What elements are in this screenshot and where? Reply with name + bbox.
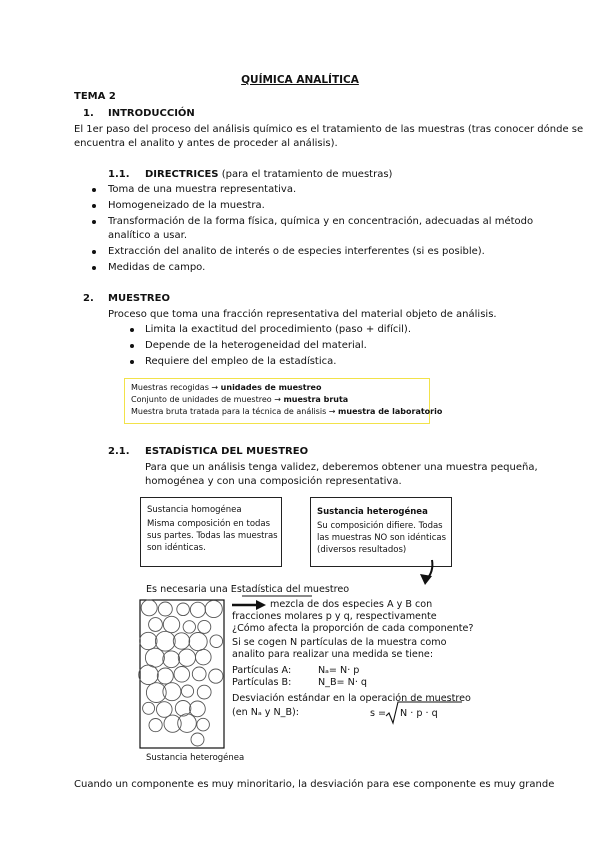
particle-circle xyxy=(190,701,206,717)
definition-text: Muestras recogidas → xyxy=(131,383,221,392)
hand-line: mezcla de dos especies A y B con xyxy=(270,599,433,610)
section-1-title: INTRODUCCIÓN xyxy=(108,108,195,119)
section-2-title: MUESTREO xyxy=(108,293,170,304)
tema-label: TEMA 2 xyxy=(74,91,116,102)
formula-radicand: N · p · q xyxy=(400,708,438,719)
hand-header: Es necesaria una Estadística del muestreo xyxy=(146,584,350,595)
particle-circle xyxy=(178,649,195,666)
particle-circle xyxy=(140,632,157,649)
hand-line: analito para realizar una medida se tiene: xyxy=(232,649,434,660)
particle-circle xyxy=(163,651,180,668)
homogeneous-title: Sustancia homogénea xyxy=(147,505,242,515)
particle-circle xyxy=(155,631,175,651)
stat-intro-line-2: homogénea y con una composición representativa. xyxy=(145,476,402,487)
particle-circle xyxy=(149,719,162,732)
intro-line-2: encuentra el analito y antes de proceder al análisis). xyxy=(74,138,338,149)
intro-line-1: El 1er paso del proceso del análisis químico es el tratamiento de las muestras (tras conocer dónde se xyxy=(74,124,584,135)
particle-circle xyxy=(181,685,193,697)
hand-line: fracciones molares p y q, respectivamente xyxy=(232,611,437,622)
section-1-1-number: 1.1. xyxy=(108,169,130,180)
section-2-1-number: 2.1. xyxy=(108,446,130,457)
particle-circle xyxy=(197,685,211,699)
particle-circle xyxy=(190,602,205,617)
definition-term: muestra de laboratorio xyxy=(338,407,443,416)
homogeneous-line: sus partes. Todas las muestras xyxy=(147,531,278,541)
particles-a-label: Partículas A: xyxy=(232,665,292,676)
formula-s: s = xyxy=(370,708,387,719)
particle-circle xyxy=(139,665,159,685)
deviation-line: Desviación estándar en la operación de muestreo xyxy=(232,693,471,704)
particle-circle xyxy=(189,633,207,651)
heterogeneous-title: Sustancia heterogénea xyxy=(317,507,428,517)
particle-circle xyxy=(210,635,223,648)
definition-text: Muestra bruta tratada para la técnica de análisis → xyxy=(131,407,339,416)
definition-term: muestra bruta xyxy=(283,395,349,404)
particle-circle xyxy=(174,667,190,683)
muestreo-item: Requiere del empleo de la estadística. xyxy=(145,356,337,367)
heterogeneous-line: las muestras NO son idénticas xyxy=(317,533,447,543)
directriz-item: Toma de una muestra representativa. xyxy=(108,184,297,195)
particle-circle xyxy=(173,633,189,649)
heterogeneous-line: (diversos resultados) xyxy=(317,545,407,555)
particle-circle xyxy=(158,602,172,616)
particle-circle xyxy=(157,702,173,718)
figure-caption: Sustancia heterogénea xyxy=(146,753,245,763)
heterogeneous-line: Su composición difiere. Todas xyxy=(317,521,443,531)
particle-circle xyxy=(163,616,179,632)
particle-circle xyxy=(183,621,195,633)
particle-circle xyxy=(149,618,163,632)
stat-intro-line-1: Para que un análisis tenga validez, deberemos obtener una muestra pequeña, xyxy=(145,462,538,473)
directriz-item: Extracción del analito de interés o de especies interferentes (si es posible). xyxy=(108,246,485,257)
particle-circle xyxy=(164,715,181,732)
document-title: QUÍMICA ANALÍTICA xyxy=(241,74,359,86)
muestreo-item: Depende de la heterogeneidad del material. xyxy=(145,340,367,351)
particle-box xyxy=(140,600,224,748)
particle-circle xyxy=(141,600,157,616)
particle-circle xyxy=(209,669,223,683)
homogeneous-line: Misma composición en todas xyxy=(147,519,271,529)
muestreo-intro: Proceso que toma una fracción representativa del material objeto de análisis. xyxy=(108,309,497,320)
directriz-item: Transformación de la forma física, química y en concentración, adecuadas al método xyxy=(108,216,534,227)
particle-circle xyxy=(177,603,190,616)
particle-circle xyxy=(192,667,206,681)
homogeneous-line: son idénticas. xyxy=(147,543,206,553)
section-1-1-subtitle: (para el tratamiento de muestras) xyxy=(218,169,393,180)
particle-circle xyxy=(197,718,210,731)
particle-circle xyxy=(163,683,181,701)
particle-circle xyxy=(143,702,155,714)
definition-text: Conjunto de unidades de muestreo → xyxy=(131,395,284,404)
section-2-number: 2. xyxy=(83,293,94,304)
definition-term: unidades de muestreo xyxy=(220,383,322,392)
section-1-number: 1. xyxy=(83,108,94,119)
directriz-item: Homogeneizado de la muestra. xyxy=(108,200,265,211)
section-1-1-title: DIRECTRICES xyxy=(145,169,219,180)
hand-line: ¿Cómo afecta la proporción de cada componente? xyxy=(232,623,474,634)
particle-circle xyxy=(196,649,212,665)
particles-b-label: Partículas B: xyxy=(232,677,292,688)
mezcla-arrow-head-icon xyxy=(256,600,266,610)
section-2-1-title: ESTADÍSTICA DEL MUESTREO xyxy=(145,446,309,457)
directriz-item: Medidas de campo. xyxy=(108,262,206,273)
particle-circles xyxy=(139,600,223,746)
particle-circle xyxy=(178,714,197,733)
conclusion-text: Cuando un componente es muy minoritario, la desviación para ese componente es muy grande xyxy=(74,779,555,790)
particles-b-expr: N_B= N· q xyxy=(318,677,368,688)
particle-circle xyxy=(198,620,211,633)
hand-line: Si se cogen N partículas de la muestra como xyxy=(232,637,447,648)
particle-circle xyxy=(157,668,173,684)
muestreo-item: Limita la exactitud del procedimiento (paso + difícil). xyxy=(145,324,412,335)
directriz-item-continuation: analítico a usar. xyxy=(108,230,187,241)
particle-circle xyxy=(145,648,164,667)
deviation-line-2: (en Nₐ y N_B): xyxy=(232,707,300,718)
particle-circle xyxy=(205,600,222,617)
particle-circle xyxy=(191,733,204,746)
particles-a-expr: Nₐ= N· p xyxy=(318,665,360,676)
